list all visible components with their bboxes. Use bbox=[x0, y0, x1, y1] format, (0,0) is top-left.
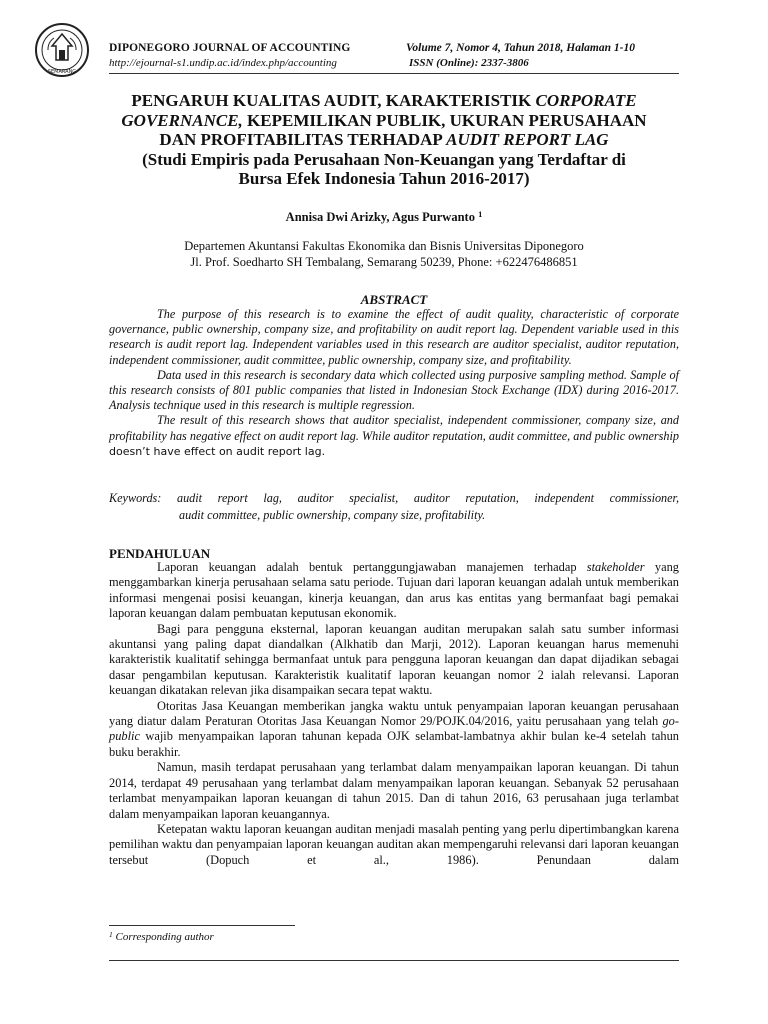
footnote-text: Corresponding author bbox=[112, 931, 214, 943]
body-text: yang menggambarkan kinerja perusahaan selama satu periode. Tujuan dari laporan keuangan adalah untuk memberikan informasi mengenai posisi keuangan, kinerja keuangan, dan arus kas entitas yang bermanfaat bagi pemakai laporan keuangan dalam pembuatan keputusan ekonomik. bbox=[109, 560, 679, 621]
body-text: wajib menyampaikan laporan tahunan kepada OJK selambat-lambatnya akhir bulan ke-4 setelah tahun buku berakhir. bbox=[109, 729, 679, 759]
abstract-text-alt-font: doesn’t have effect on audit report lag. bbox=[109, 444, 326, 458]
affiliation-line: Jl. Prof. Soedharto SH Tembalang, Semarang 50239, Phone: +622476486851 bbox=[190, 255, 578, 269]
journal-header bbox=[109, 42, 399, 71]
title-text-italic: CORPORATE bbox=[535, 91, 637, 110]
section-body bbox=[109, 560, 679, 868]
keywords-line: Keywords: audit report lag, auditor specialist, auditor reputation, independent commissioner, bbox=[109, 491, 679, 505]
issn: ISSN (Online): 2337-3806 bbox=[409, 57, 529, 69]
author-names: Annisa Dwi Arizky, Agus Purwanto bbox=[285, 210, 479, 224]
body-text: Laporan keuangan adalah bentuk pertanggungjawaban manajemen terhadap bbox=[157, 560, 587, 574]
body-text-italic: go-public bbox=[109, 714, 679, 744]
title-text-italic: GOVERNANCE, bbox=[121, 110, 243, 130]
journal-url[interactable]: http://ejournal-s1.undip.ac.id/index.php/accounting bbox=[109, 57, 337, 69]
abstract-heading: ABSTRACT bbox=[360, 292, 428, 307]
seal-text: SEMARANG bbox=[47, 69, 77, 75]
section-heading: PENDAHULUAN bbox=[109, 546, 211, 561]
abstract-paragraph bbox=[109, 413, 679, 459]
affiliation bbox=[100, 238, 668, 270]
header-rule bbox=[109, 73, 679, 74]
body-text: Otoritas Jasa Keuangan memberikan jangka waktu untuk penyampaian laporan keuangan perusahaan yang diatur dalam Peraturan Otoritas Jasa Keuangan Nomor 29/POJK.04/2016, yaitu perusahaan yang telah bbox=[109, 698, 679, 729]
authors bbox=[100, 209, 668, 225]
footnote-number: 1 bbox=[109, 930, 113, 939]
abstract-paragraph: The purpose of this research is to examine the effect of audit quality, characteristic of corporate governance, public ownership, company size, and profitability on audit report lag. Dependent variable used in this research is audit report lag. Independent variables used in this research are auditor specialist, auditor reputation, independent commissioner, audit committee, public ownership, company size, and profitability. bbox=[109, 307, 679, 367]
body-paragraph bbox=[109, 560, 679, 622]
keywords-line: audit committee, public ownership, company size, profitability. bbox=[179, 508, 486, 522]
university-seal-icon bbox=[34, 22, 90, 78]
title-text-italic: AUDIT REPORT LAG bbox=[446, 130, 609, 149]
title-text: PENGARUH KUALITAS AUDIT, KARAKTERISTIK bbox=[131, 91, 536, 110]
keywords bbox=[109, 490, 679, 524]
volume-info: Volume 7, Nomor 4, Tahun 2018, Halaman 1-10 bbox=[406, 42, 635, 54]
body-paragraph bbox=[109, 699, 679, 761]
footnote-mark[interactable]: 1 bbox=[478, 209, 483, 219]
subtitle-line: (Studi Empiris pada Perusahaan Non-Keuangan yang Terdaftar di bbox=[142, 149, 626, 169]
body-paragraph: Ketepatan waktu laporan keuangan auditan menjadi masalah penting yang perlu dipertimbangkan karena pemilihan waktu dan penyampaian laporan keuangan auditan akan mempengaruhi relevansi dari laporan keuangan tersebut (Dopuch et al., 1986). Penundaan dalam bbox=[109, 821, 679, 867]
journal-name: DIPONEGORO JOURNAL OF ACCOUNTING bbox=[109, 42, 351, 54]
affiliation-line: Departemen Akuntansi Fakultas Ekonomika dan Bisnis Universitas Diponegoro bbox=[184, 239, 584, 253]
title-text: DAN PROFITABILITAS TERHADAP bbox=[159, 130, 447, 149]
footnote bbox=[109, 930, 214, 943]
paper-title bbox=[100, 91, 668, 189]
abstract bbox=[109, 307, 679, 459]
body-paragraph: Bagi para pengguna eksternal, laporan keuangan auditan merupakan salah satu sumber informasi akuntansi yang paling dapat diandalkan (Alkhatib dan Marji, 2012). Laporan keuangan harus memenuhi karakteristik kualitatif sehingga bermanfaat untuk para pengguna laporan keuangan dan dapat dijadikan sebagai dasar pengambilan keputusan. Karakteristik kualitatif laporan keuangan nomor 2 ialah relevansi. Laporan keuangan dikatakan relevan jika disampaikan secara tepat waktu. bbox=[109, 621, 679, 698]
abstract-paragraph: Data used in this research is secondary data which collected using purposive sampling method. Sample of this research consists of 801 public companies that listed in Indonesian Stock Exchange (IDX) during 2016-2017. Analysis technique used in this research is multiple regression. bbox=[109, 367, 679, 413]
body-text-italic: stakeholder bbox=[586, 560, 645, 574]
abstract-text: The result of this research shows that auditor specialist, independent commissioner, company size, and profitability has negative effect on audit report lag. While auditor reputation, audit committee, and public ownership bbox=[109, 413, 679, 443]
footer-rule bbox=[109, 960, 679, 961]
title-text: KEPEMILIKAN PUBLIK, UKURAN PERUSAHAAN bbox=[242, 110, 647, 130]
footnote-rule bbox=[109, 925, 295, 926]
issue-info bbox=[406, 42, 706, 71]
subtitle-line: Bursa Efek Indonesia Tahun 2016-2017) bbox=[238, 169, 530, 188]
body-paragraph: Namun, masih terdapat perusahaan yang terlambat dalam menyampaikan laporan keuangan. Di tahun 2014, terdapat 49 perusahaan yang terlambat dalam menyampaikan laporan keuangan. Sebanyak 52 perusahaan terlambat menyampaikan laporan keuangan di tahun 2015. Dan di tahun 2016, 63 perusahaan juga terlambat dalam menyampaikan laporan keuangannya. bbox=[109, 760, 679, 821]
